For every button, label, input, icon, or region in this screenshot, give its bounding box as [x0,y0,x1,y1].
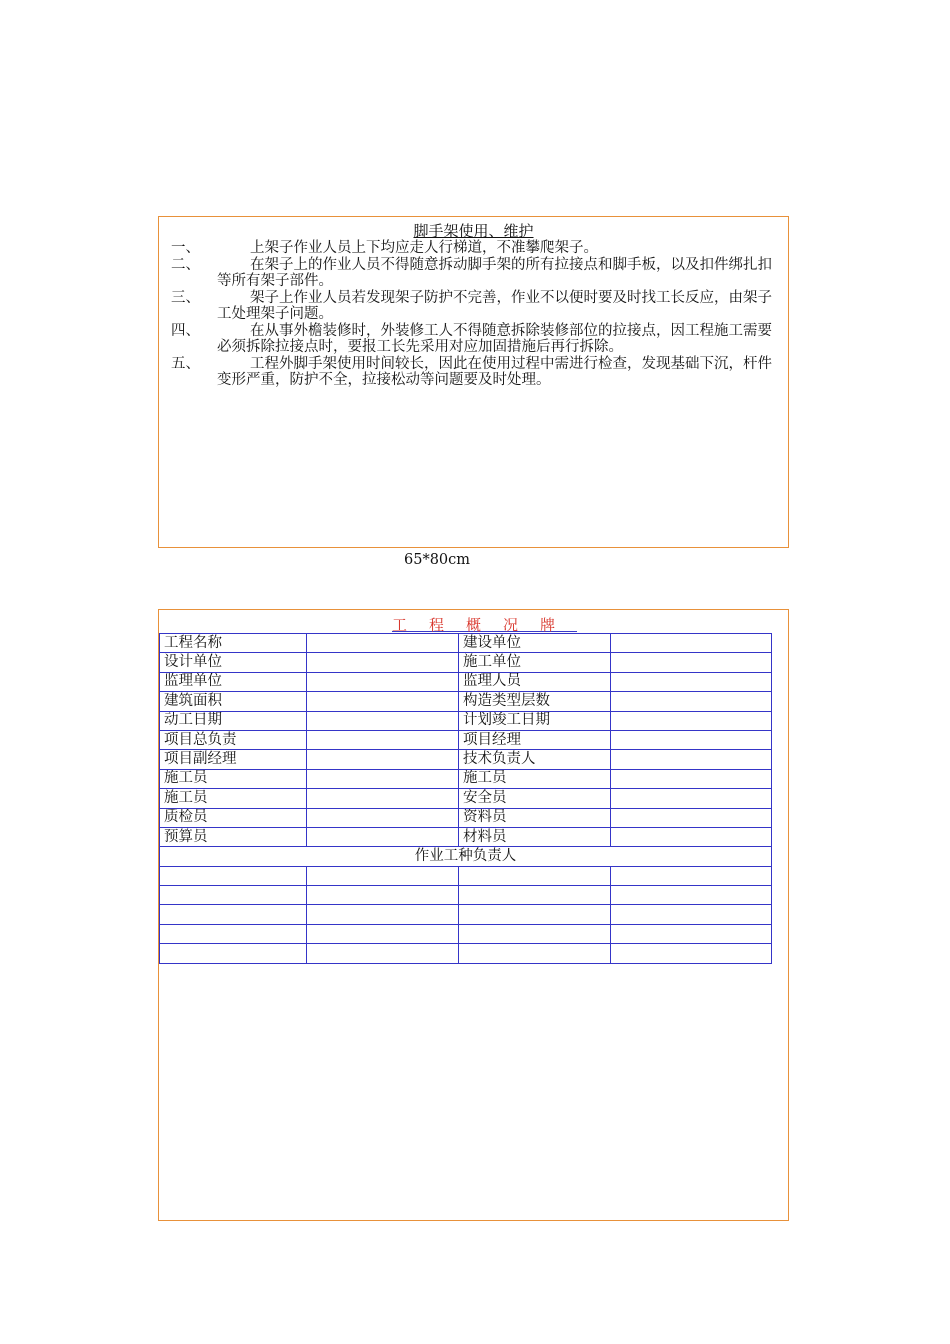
rule-number: 二、 [171,256,200,273]
notice-rule [159,240,780,257]
notice-title: 脚手架使用、维护 [413,222,534,240]
field-label: 施工员 [459,769,611,788]
field-label: 构造类型层数 [459,692,611,711]
field-label: 资料员 [459,808,611,827]
field-label: 施工员 [160,789,307,808]
notice-rule [159,290,780,323]
field-value [307,769,459,788]
field-value [307,730,459,749]
blank-cell [611,924,772,943]
rule-text: 架子上作业人员若发现架子防护不完善，作业不以便时要及时找工长反应，由架子工处理架子问题。 [217,289,772,322]
blank-cell [459,924,611,943]
blank-cell [307,886,459,905]
field-value [307,827,459,846]
field-label: 预算员 [160,827,307,846]
blank-cell [307,866,459,885]
field-value [611,672,772,691]
table-row [160,789,772,808]
field-value [611,692,772,711]
blank-cell [459,944,611,963]
table-row [160,924,772,943]
notice-rules-list [159,240,788,389]
blank-cell [160,924,307,943]
table-row [160,653,772,672]
field-value [611,634,772,653]
table-row [160,750,772,769]
project-overview-board [158,609,789,1221]
table-row [160,672,772,691]
rule-number: 四、 [171,322,200,339]
field-value [611,711,772,730]
table-row [160,692,772,711]
field-value [611,750,772,769]
rule-number: 一、 [171,240,200,256]
section-label: 作业工种负责人 [160,847,772,866]
field-label: 技术负责人 [459,750,611,769]
blank-cell [160,944,307,963]
blank-cell [611,905,772,924]
field-value [307,808,459,827]
blank-cell [611,886,772,905]
field-label: 施工单位 [459,653,611,672]
blank-cell [160,866,307,885]
scaffold-notice-panel [158,216,789,548]
blank-cell [160,905,307,924]
size-caption: 65*80cm [404,552,471,568]
field-value [611,808,772,827]
table-row [160,944,772,963]
board-title: 工程概况牌 [391,616,577,634]
blank-cell [307,905,459,924]
field-label: 计划竣工日期 [459,711,611,730]
notice-rule [159,323,780,356]
table-row [160,808,772,827]
field-value [307,789,459,808]
blank-cell [307,944,459,963]
field-label: 质检员 [160,808,307,827]
rule-number: 三、 [171,289,200,306]
table-row [160,905,772,924]
field-value [611,769,772,788]
blank-cell [459,905,611,924]
table-row [160,827,772,846]
rule-text: 上架子作业人员上下均应走人行梯道，不准攀爬架子。 [250,240,598,256]
field-label: 施工员 [160,769,307,788]
table-row [160,866,772,885]
field-label: 项目经理 [459,730,611,749]
field-value [307,653,459,672]
rule-number: 五、 [171,355,200,372]
field-label: 项目副经理 [160,750,307,769]
field-label: 动工日期 [160,711,307,730]
field-label: 项目总负责 [160,730,307,749]
field-value [307,711,459,730]
table-row [160,769,772,788]
table-row [160,886,772,905]
field-value [611,653,772,672]
field-label: 建设单位 [459,634,611,653]
field-label: 设计单位 [160,653,307,672]
table-row [160,847,772,866]
blank-cell [611,944,772,963]
field-value [611,827,772,846]
table-row [160,634,772,653]
field-value [307,672,459,691]
field-label: 监理人员 [459,672,611,691]
notice-rule [159,257,780,290]
field-label: 工程名称 [160,634,307,653]
field-label: 安全员 [459,789,611,808]
field-value [307,634,459,653]
field-value [307,750,459,769]
blank-cell [459,866,611,885]
blank-cell [611,866,772,885]
field-value [611,730,772,749]
blank-cell [459,886,611,905]
blank-cell [160,886,307,905]
field-value [307,692,459,711]
field-label: 材料员 [459,827,611,846]
blank-cell [307,924,459,943]
table-row [160,711,772,730]
rule-text: 在从事外檐装修时，外装修工人不得随意拆除装修部位的拉接点，因工程施工需要必须拆除拉接点时，要报工长先采用对应加固措施后再行拆除。 [217,322,772,355]
project-info-table [159,633,772,964]
rule-text: 工程外脚手架使用时间较长，因此在使用过程中需进行检查，发现基础下沉，杆件变形严重，防护不全，拉接松动等问题要及时处理。 [217,355,772,388]
field-value [611,789,772,808]
notice-rule [159,356,780,389]
field-label: 监理单位 [160,672,307,691]
rule-text: 在架子上的作业人员不得随意拆动脚手架的所有拉接点和脚手板，以及扣件绑扎扣等所有架子部件。 [217,256,772,289]
table-row [160,730,772,749]
field-label: 建筑面积 [160,692,307,711]
